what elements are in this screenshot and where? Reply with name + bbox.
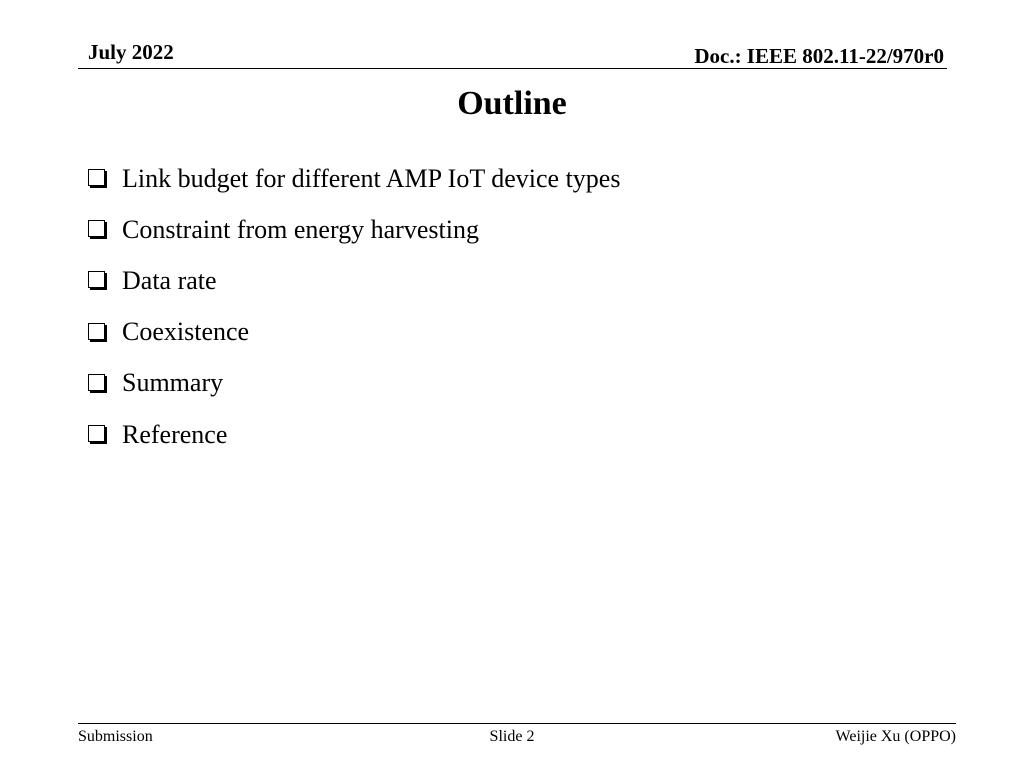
list-item-text: Summary	[122, 368, 224, 398]
list-item	[88, 204, 620, 255]
footer-author: Weijie Xu (OPPO)	[835, 728, 956, 745]
list-item	[88, 358, 620, 409]
header-date: July 2022	[88, 40, 174, 64]
checkbox-icon	[88, 220, 105, 237]
checkbox-icon	[88, 169, 105, 186]
list-item	[88, 153, 620, 204]
list-item-text: Link budget for different AMP IoT device types	[122, 163, 621, 193]
slide-title: Outline	[457, 85, 567, 122]
header-document-id: Doc.: IEEE 802.11-22/970r0	[694, 44, 944, 68]
header-divider	[78, 68, 947, 69]
list-item-text: Reference	[122, 419, 228, 449]
list-item	[88, 307, 620, 358]
list-item	[88, 409, 620, 460]
checkbox-icon	[88, 374, 105, 391]
footer-submission: Submission	[78, 728, 153, 745]
list-item-text: Coexistence	[122, 317, 250, 347]
list-item-text: Data rate	[122, 265, 217, 295]
checkbox-icon	[88, 425, 105, 442]
footer-slide-number: Slide 2	[489, 728, 535, 745]
list-item	[88, 255, 620, 306]
outline-list	[88, 153, 620, 460]
checkbox-icon	[88, 271, 105, 288]
checkbox-icon	[88, 323, 105, 340]
list-item-text: Constraint from energy harvesting	[122, 214, 479, 244]
footer-divider	[78, 723, 956, 724]
